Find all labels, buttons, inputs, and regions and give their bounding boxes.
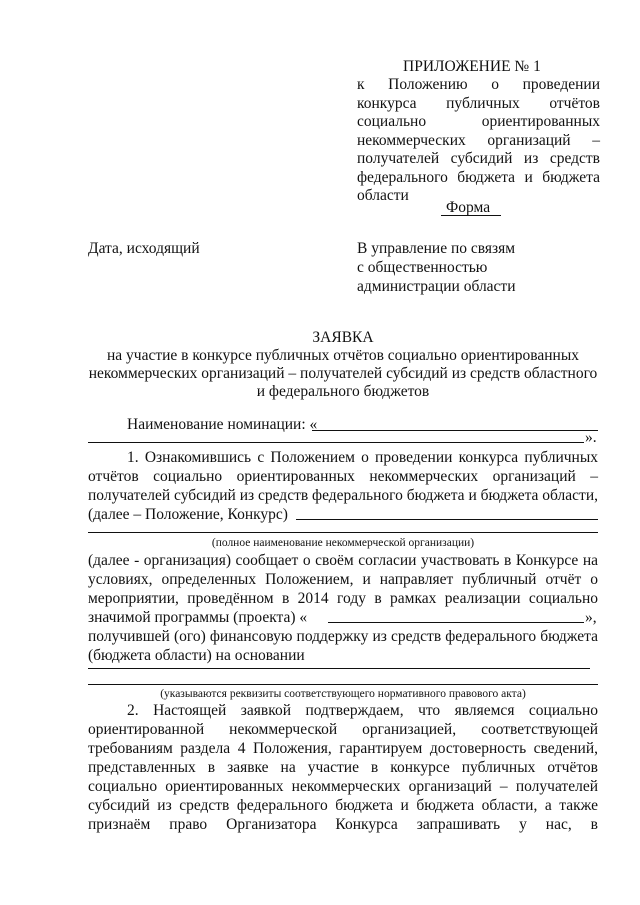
act-caption: (указываются реквизиты соответствующего нормативного правового акта) — [160, 688, 526, 700]
appendix-line: социально ориентированных — [357, 113, 600, 130]
paragraph1-line: условиях, определенных Положением, и направляет публичный отчёт о — [88, 571, 598, 588]
addressee-line: с общественностью — [357, 259, 488, 276]
paragraph1-line: 1. Ознакомившись с Положением о проведении конкурса публичных — [127, 449, 598, 466]
nomination-label: Наименование номинации: « — [127, 416, 318, 433]
paragraph2-line: требованиям раздела 4 Положения, гарантируем достоверность сведений, — [88, 740, 598, 757]
form-label: Форма — [446, 199, 491, 216]
paragraph2-line: ориентированной некоммерческой организацией, соответствующей — [88, 721, 598, 738]
basis-field[interactable] — [88, 668, 590, 669]
paragraph1-line: (бюджета области) на основании — [88, 647, 305, 664]
form-underline — [441, 215, 501, 216]
document-subtitle: некоммерческих организаций – получателей субсидий из средств областного — [88, 365, 598, 382]
paragraph1-line: получившей (ого) финансовую поддержку из средств федерального бюджета — [88, 628, 598, 645]
paragraph1-line: (далее - организация) сообщает о своём согласии участвовать в Конкурсе на — [88, 552, 598, 569]
program-name-field[interactable] — [328, 622, 584, 623]
date-label: Дата, исходящий — [88, 240, 200, 257]
paragraph1-line: получателей субсидий из средств федерального бюджета и бюджета области, — [88, 487, 598, 504]
nomination-end: ». — [585, 429, 597, 446]
appendix-line: к Положению о проведении — [357, 76, 600, 93]
paragraph2-line: социально ориентированных некоммерческих организаций – получателей — [88, 778, 598, 795]
paragraph2-line: субсидий из средств федерального бюджета и бюджета области, а также — [88, 797, 598, 814]
appendix-line: некоммерческих организаций – — [357, 131, 600, 149]
paragraph2-line: 2. Настоящей заявкой подтверждаем, что являемся социально — [127, 702, 598, 719]
org-name-field-continued[interactable] — [88, 532, 598, 533]
program-name-end: », — [585, 609, 597, 626]
paragraph1-line: мероприятии, проведённом в 2014 году в рамках реализации социально — [88, 590, 598, 607]
document-subtitle: и федерального бюджетов — [256, 383, 430, 400]
paragraph1-line: значимой программы (проекта) « — [88, 609, 308, 626]
org-name-field[interactable] — [296, 519, 598, 520]
nomination-field-continued[interactable] — [88, 442, 584, 443]
appendix-title: ПРИЛОЖЕНИЕ № 1 — [403, 58, 541, 75]
appendix-line: конкурса публичных отчётов — [357, 94, 600, 112]
appendix-line: области — [357, 187, 409, 204]
appendix-line: получателей субсидий из средств — [357, 150, 600, 167]
paragraph2-line: признаём право Организатора Конкурса запрашивать у нас, в — [88, 816, 598, 833]
paragraph1-line: отчётов социально ориентированных некоммерческих организаций – — [88, 468, 598, 485]
nomination-field[interactable] — [312, 430, 598, 431]
document-heading: ЗАЯВКА — [312, 329, 374, 346]
org-caption: (полное наименование некоммерческой организации) — [211, 537, 475, 549]
addressee-line: В управление по связям — [357, 240, 516, 257]
document-subtitle: на участие в конкурсе публичных отчётов социально ориентированных — [106, 347, 580, 364]
paragraph2-line: представленных в заявке на участие в конкурсе публичных отчётов — [88, 759, 598, 776]
appendix-line: федерального бюджета и бюджета — [357, 168, 600, 186]
basis-field-continued[interactable] — [88, 684, 598, 685]
paragraph1-line: (далее – Положение, Конкурс) — [88, 506, 288, 523]
addressee-line: администрации области — [357, 278, 516, 295]
